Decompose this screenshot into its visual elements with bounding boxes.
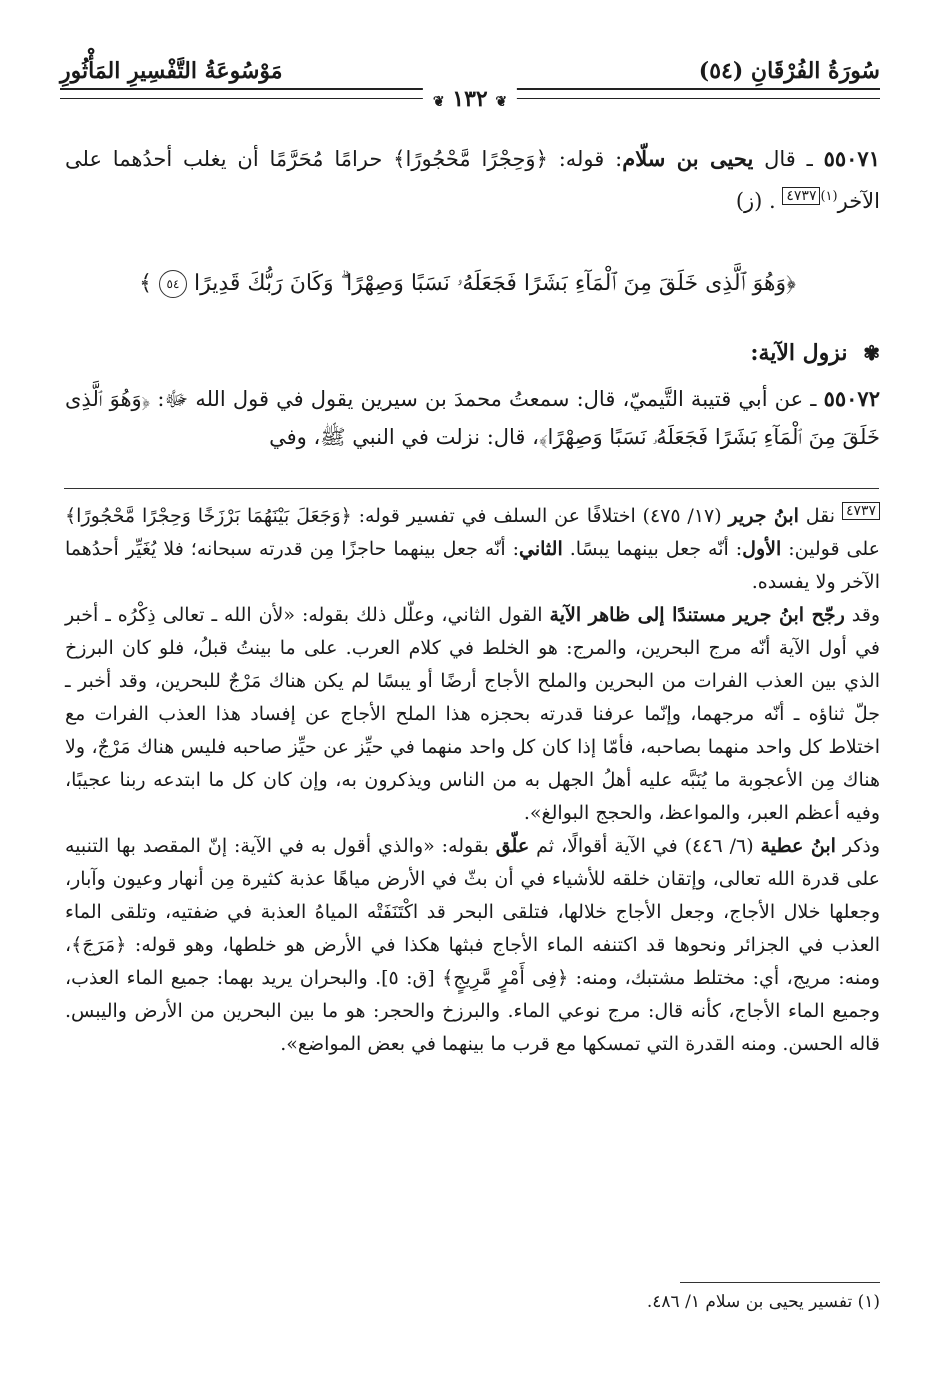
text: وذكر <box>842 835 881 857</box>
footnote-divider <box>64 488 879 489</box>
entry-body: ـ عن أبي قتيبة التَّيميّ، قال: سمعتُ محمدَ بن سيرين يقول في قول الله ﷻ: ﴿وَهُوَ ٱلَّذِى خَلَقَ مِنَ ٱلْمَآءِ بَشَرًا فَجَعَلَهُۥ نَسَبًا وَصِهْرًا﴾، قال: نزلت في النبي ﷺ، وفي <box>65 387 880 449</box>
entry-55071 <box>65 140 880 220</box>
flower-ornament-icon: ✾ <box>863 341 880 365</box>
quran-verse <box>60 270 875 298</box>
text: نقل <box>805 505 836 527</box>
text: بقوله: «والذي أقول به في الآية: إنّ المقصد بها التنبيه على قدرة الله تعالى، وإتقان خلقه للأشياء في أن بثّ في الأرض مياهًا عذبة كثيرة مِن أنهار وعيون وآبار، وجعلها خلال الأجاج، وجعل الأجاج خلالها، فتلقى البحر قد اكْتَنَفَتْه المياهُ العذبة في ضفتيه، وتلقى الماء العذب في الجزائر ونحوها قد اكتنفه الماء الأجاج فبثها هكذا في الأرض هو خلطها، وهو قوله: ﴿مَرَجَ﴾، ومنه: مريج، أي: مختلط مشتبك، ومنه: ﴿فِى أَمْرٍ مَّرِيجٍ﴾ [ق: ٥]. والبحران يريد بهما: جميع الماء العذب، وجميع الماء الأجاج، كأنه قال: مرج نوعي الماء. والبرزخ والحجر: هو ما بين البحرين من الأرض واليبس. قاله الحسن. ومنه القدرة التي تمسكها مع قرب ما بينهما في بعض المواضع». <box>65 835 880 1055</box>
entry-body: : قوله: ﴿وَحِجْرًا مَّحْجُورًا﴾ حرامًا مُحَرَّمًا أن يغلب أحدُهما على الآخر <box>65 147 880 213</box>
page-number <box>423 86 517 112</box>
ornament-icon: ❦ <box>495 94 508 110</box>
sura-title: سُورَةُ الفُرْقَانِ (٥٤) <box>698 58 880 84</box>
text: (٦/ ٤٤٦) في الآية أقوالًا، ثم <box>536 835 754 857</box>
ornament-icon: ❦ <box>432 94 445 110</box>
footnote-ref-box[interactable]: ٤٧٣٧ <box>842 502 880 520</box>
entry-number: ٥٥٠٧٢ <box>823 386 880 411</box>
text: : أنّه جعل بينهما يبسًا. <box>569 538 743 560</box>
text: وقد <box>851 604 880 626</box>
text: : أنّه جعل بينهما حاجزًا مِن قدرته سبحانه؛ فلا يُغَيِّر أحدُهما الآخر ولا يفسده. <box>65 538 880 593</box>
commentary-footnote <box>65 500 880 1061</box>
cross-reference[interactable]: ٤٧٣٧ <box>782 187 820 205</box>
book-title: مَوْسُوعَةُ التَّفْسِيرِ المَأْثُورِ <box>60 58 283 84</box>
verse-close: ﴾ <box>139 271 152 296</box>
verse-number-icon: ٥٤ <box>159 270 187 298</box>
footnote-marker[interactable]: (١) <box>820 189 838 204</box>
page-number-text: ١٣٢ <box>452 86 488 112</box>
footnote-paragraph <box>65 500 880 599</box>
section-heading <box>750 340 880 366</box>
scholar-name: ابنُ جرير <box>728 505 799 527</box>
narrator-name: يحيى بن سلّام <box>622 146 754 171</box>
section-title: نزول الآية: <box>750 340 848 366</box>
verse-text: ﴿وَهُوَ ٱلَّذِى خَلَقَ مِنَ ٱلْمَآءِ بَشَرًا فَجَعَلَهُۥ نَسَبًا وَصِهْرًا ۗ وَكَانَ رَبُّكَ قَدِيرًا <box>193 271 796 296</box>
footnote-paragraph <box>65 599 880 830</box>
label-second: الثاني <box>519 538 563 560</box>
label-first: الأول <box>742 538 782 560</box>
entry-number: ٥٥٠٧١ <box>823 146 880 171</box>
entry-tail: . (ز) <box>735 189 776 213</box>
scholar-name: ابنُ عطية <box>760 835 836 857</box>
text: (١٧/ ٤٧٥) اختلافًا عن السلف في تفسير قوله: ﴿وَجَعَلَ بَيْنَهُمَا بَرْزَخًا وَحِجْرًا مَّحْجُورًا﴾ على قولين: <box>65 505 880 560</box>
emphasis: رجّح ابنُ جرير مستندًا إلى ظاهر الآية <box>549 604 845 626</box>
emphasis: علّق <box>495 835 530 857</box>
entry-55072 <box>65 380 880 456</box>
text: القول الثاني، وعلّل ذلك بقوله: «لأن الله ـ تعالى ذِكْرُه ـ أخبر في أول الآية أنّه مرج البحرين، والمرج: هو الخلط في كلام العرب. على ما بينتُ قبلُ، فلو كان البرزخ الذي بين العذب الفرات من البحرين والملح الأجاج أرضًا أو يبسًا لم يكن هناك مَرْجٌ للبحرين، وقد أخبر ـ جلّ ثناؤه ـ أنّه مرجهما، وإنّما عرفنا قدرته بحجزه هذا الملح الأجاج عن إفساد هذا العذب الفرات مع اختلاط كل واحد منهما بصاحبه، فأمّا إذا كان كل واحد منهما في حيِّز عن حيِّز صاحبه فليس هناك مَرْجٌ، ولا هناك مِن الأعجوبة ما يُنَبَّه عليه أهلُ الجهل به من الناس ويذكرون به، وإن كان كل ما ابتدعه ربنا عجيبًا، وفيه أعظم العبر، والمواعظ، والحجج البوالغ». <box>65 604 880 824</box>
footnote-paragraph <box>65 830 880 1061</box>
bottom-footnote-divider <box>680 1282 880 1283</box>
bottom-footnote: (١) تفسير يحيى بن سلام ١/ ٤٨٦. <box>646 1292 880 1312</box>
entry-lead: ـ قال <box>764 147 813 171</box>
page-header <box>60 58 880 118</box>
